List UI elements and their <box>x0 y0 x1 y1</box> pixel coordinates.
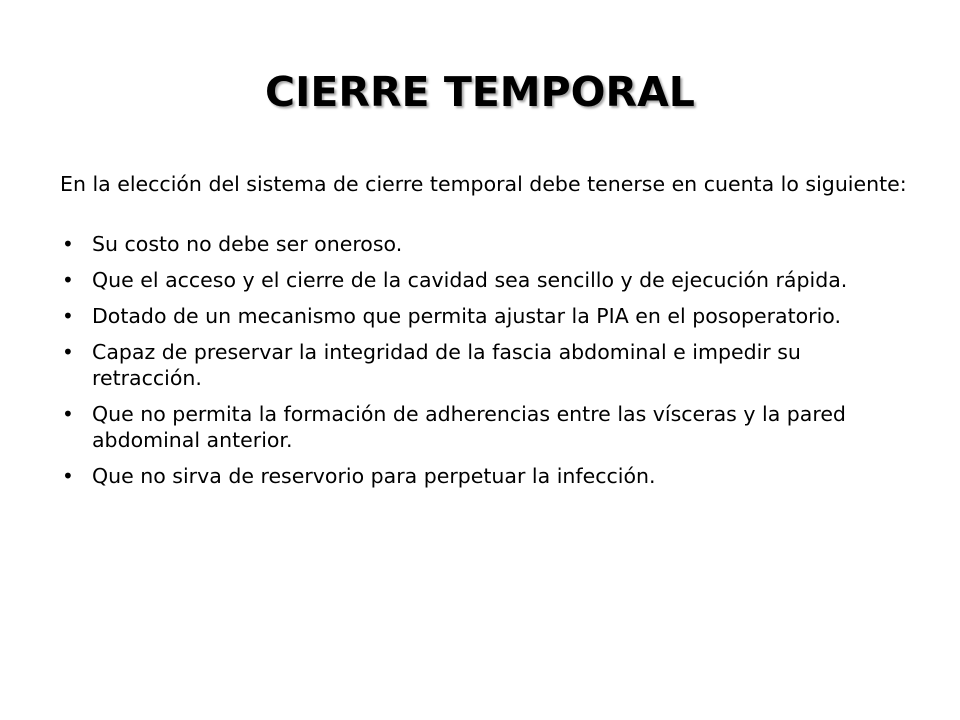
list-item <box>60 303 910 329</box>
list-item-text: Que no permita la formación de adherencias entre las vísceras y la pared abdominal anterior. <box>92 402 846 452</box>
bullet-list <box>60 231 910 489</box>
bullet-icon: • <box>62 232 74 256</box>
bullet-icon: • <box>62 304 74 328</box>
list-item <box>60 267 910 293</box>
list-item <box>60 339 910 391</box>
slide-title: CIERRE TEMPORAL <box>265 68 695 116</box>
list-item-text: Que no sirva de reservorio para perpetuar la infección. <box>92 464 656 488</box>
list-item <box>60 463 910 489</box>
list-item-text: Capaz de preservar la integridad de la fascia abdominal e impedir su retracción. <box>92 340 801 390</box>
bullet-icon: • <box>62 402 74 426</box>
list-item-text: Que el acceso y el cierre de la cavidad sea sencillo y de ejecución rápida. <box>92 268 848 292</box>
list-item-text: Su costo no debe ser oneroso. <box>92 232 403 256</box>
intro-paragraph: En la elección del sistema de cierre temporal debe tenerse en cuenta lo siguiente: <box>60 172 907 196</box>
list-item <box>60 231 910 257</box>
slide-body <box>60 171 910 499</box>
bullet-icon: • <box>62 340 74 364</box>
bullet-icon: • <box>62 268 74 292</box>
list-item-text: Dotado de un mecanismo que permita ajustar la PIA en el posoperatorio. <box>92 304 842 328</box>
list-item <box>60 401 910 453</box>
bullet-icon: • <box>62 464 74 488</box>
